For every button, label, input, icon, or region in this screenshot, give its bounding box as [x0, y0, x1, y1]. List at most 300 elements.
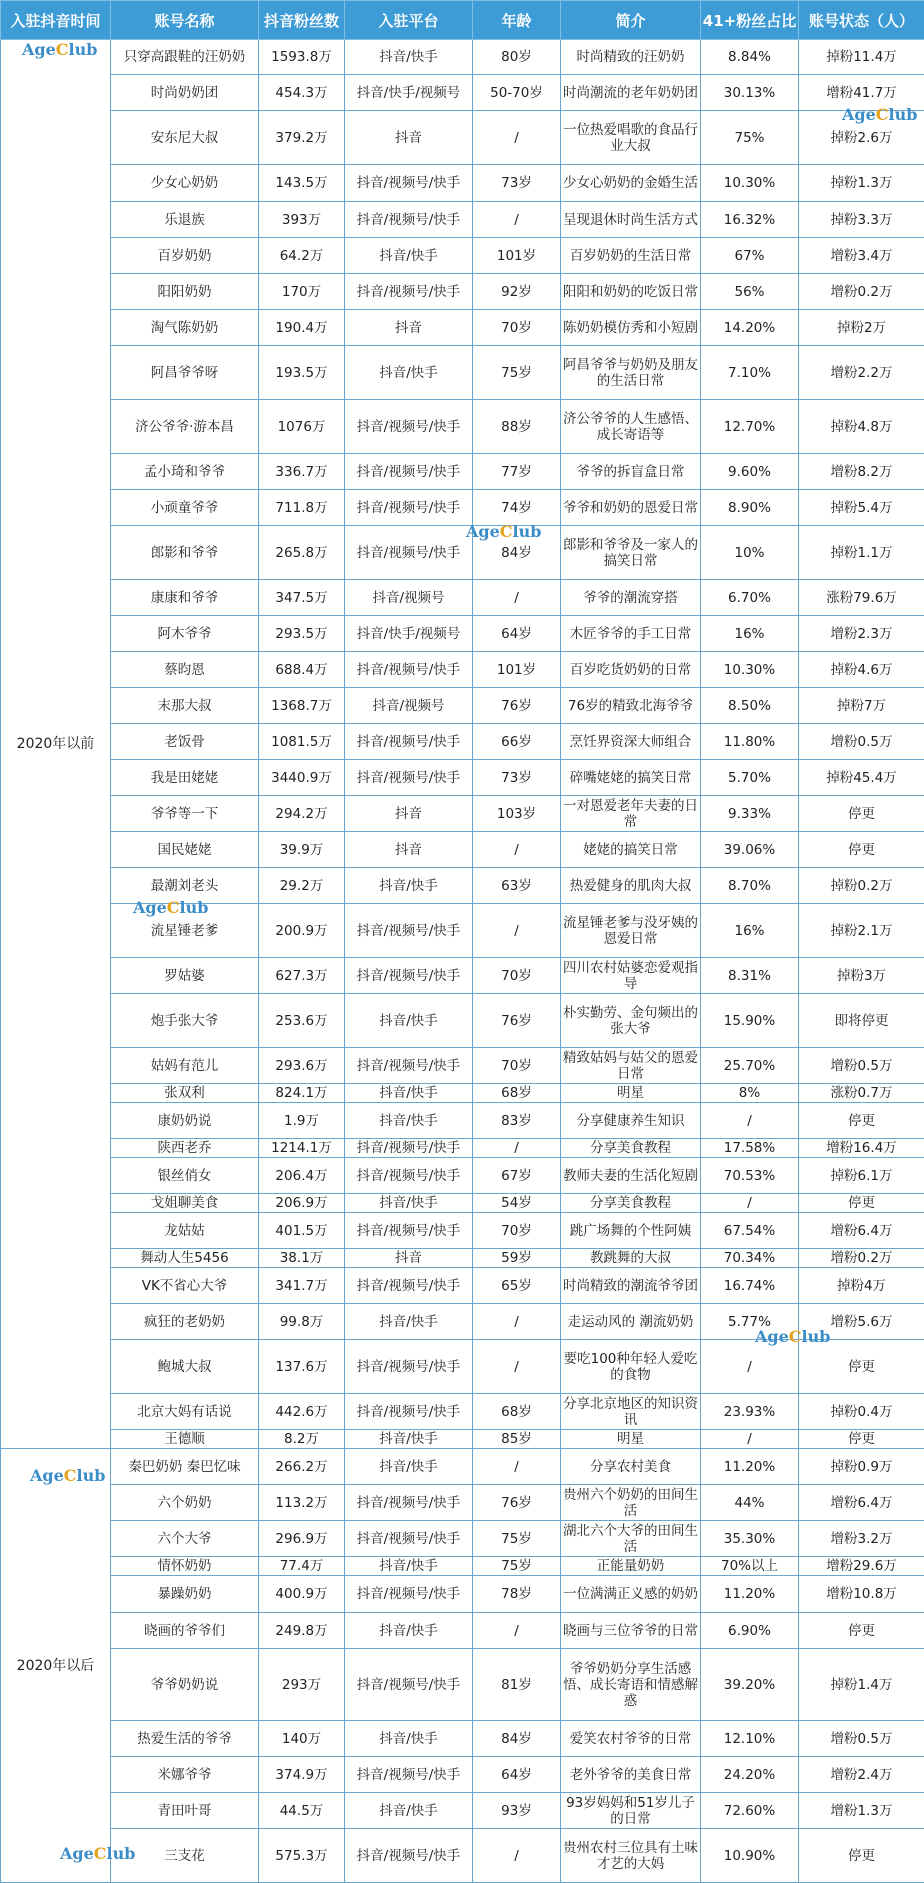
- table-header-row: [1, 1, 924, 40]
- cell-account-name: 郎影和爷爷: [111, 526, 259, 580]
- table-row: [1, 1194, 924, 1213]
- cell-41plus-share: 8.90%: [701, 490, 799, 526]
- cell-41plus-share: 10%: [701, 526, 799, 580]
- cell-intro: 爱笑农村爷爷的日常: [561, 1721, 701, 1757]
- cell-account-name: 银丝俏女: [111, 1158, 259, 1194]
- cell-followers: 170万: [259, 274, 345, 310]
- cell-followers: 711.8万: [259, 490, 345, 526]
- cell-followers: 627.3万: [259, 958, 345, 994]
- cell-followers: 1368.7万: [259, 688, 345, 724]
- cell-intro: 时尚潮流的老年奶奶团: [561, 75, 701, 111]
- cell-41plus-share: 16.32%: [701, 202, 799, 238]
- cell-41plus-share: 11.80%: [701, 724, 799, 760]
- cell-platforms: 抖音/视频号/快手: [345, 490, 473, 526]
- cell-status: 增粉2.4万: [799, 1757, 924, 1793]
- cell-41plus-share: 9.33%: [701, 796, 799, 832]
- cell-platforms: 抖音/视频号/快手: [345, 958, 473, 994]
- cell-followers: 336.7万: [259, 454, 345, 490]
- cell-followers: 1.9万: [259, 1103, 345, 1139]
- cell-age: /: [473, 202, 561, 238]
- cell-status: 掉粉7万: [799, 688, 924, 724]
- cell-followers: 454.3万: [259, 75, 345, 111]
- cell-status: 掉粉3万: [799, 958, 924, 994]
- cell-status: 增粉3.4万: [799, 238, 924, 274]
- table-row: [1, 1521, 924, 1557]
- cell-account-name: 情怀奶奶: [111, 1557, 259, 1576]
- cell-intro: 姥姥的搞笑日常: [561, 832, 701, 868]
- cell-status: 停更: [799, 832, 924, 868]
- cell-platforms: 抖音/视频号/快手: [345, 526, 473, 580]
- cell-status: 增粉41.7万: [799, 75, 924, 111]
- cell-41plus-share: 24.20%: [701, 1757, 799, 1793]
- table-row: [1, 994, 924, 1048]
- cell-status: 增粉0.5万: [799, 1048, 924, 1084]
- cell-followers: 1076万: [259, 400, 345, 454]
- cell-age: /: [473, 1613, 561, 1649]
- cell-followers: 393万: [259, 202, 345, 238]
- cell-account-name: 孟小琦和爷爷: [111, 454, 259, 490]
- cell-platforms: 抖音: [345, 796, 473, 832]
- cell-followers: 143.5万: [259, 165, 345, 202]
- cell-41plus-share: 44%: [701, 1485, 799, 1521]
- header-followers: 抖音粉丝数: [259, 1, 345, 40]
- header-intro: 简介: [561, 1, 701, 40]
- cell-account-name: 淘气陈奶奶: [111, 310, 259, 346]
- cell-status: 掉粉1.4万: [799, 1649, 924, 1721]
- cell-intro: 爷爷奶奶分享生活感悟、成长寄语和情感解惑: [561, 1649, 701, 1721]
- cell-platforms: 抖音/快手: [345, 1557, 473, 1576]
- cell-account-name: 末那大叔: [111, 688, 259, 724]
- cell-age: 67岁: [473, 1158, 561, 1194]
- cell-age: 68岁: [473, 1394, 561, 1430]
- cell-intro: 老外爷爷的美食日常: [561, 1757, 701, 1793]
- cell-status: 增粉0.5万: [799, 724, 924, 760]
- cell-age: 64岁: [473, 616, 561, 652]
- cell-platforms: 抖音/视频号/快手: [345, 1757, 473, 1793]
- table-row: [1, 400, 924, 454]
- cell-status: 停更: [799, 1613, 924, 1649]
- cell-age: /: [473, 1304, 561, 1340]
- cell-intro: 木匠爷爷的手工日常: [561, 616, 701, 652]
- cell-status: 掉粉0.2万: [799, 868, 924, 904]
- cell-platforms: 抖音/视频号/快手: [345, 1048, 473, 1084]
- cell-intro: 分享美食教程: [561, 1139, 701, 1158]
- cell-followers: 113.2万: [259, 1485, 345, 1521]
- ageclub-watermark: AgeClub: [22, 40, 97, 59]
- table-row: [1, 724, 924, 760]
- cell-intro: 碎嘴姥姥的搞笑日常: [561, 760, 701, 796]
- cell-age: 101岁: [473, 652, 561, 688]
- cell-platforms: 抖音/视频号/快手: [345, 724, 473, 760]
- cell-status: 掉粉6.1万: [799, 1158, 924, 1194]
- cell-intro: 热爱健身的肌肉大叔: [561, 868, 701, 904]
- cell-age: 54岁: [473, 1194, 561, 1213]
- cell-account-name: 少女心奶奶: [111, 165, 259, 202]
- cell-account-name: 晓画的爷爷们: [111, 1613, 259, 1649]
- cell-41plus-share: /: [701, 1430, 799, 1449]
- cell-age: 68岁: [473, 1084, 561, 1103]
- header-join-time: 入驻抖音时间: [1, 1, 111, 40]
- cell-age: 63岁: [473, 868, 561, 904]
- table-row: [1, 238, 924, 274]
- table-row: [1, 111, 924, 165]
- cell-41plus-share: 70.34%: [701, 1249, 799, 1268]
- cell-41plus-share: 25.70%: [701, 1048, 799, 1084]
- cell-status: 增粉0.2万: [799, 1249, 924, 1268]
- cell-intro: 四川农村姑婆恋爱观指导: [561, 958, 701, 994]
- cell-intro: 百岁吃货奶奶的日常: [561, 652, 701, 688]
- cell-age: 64岁: [473, 1757, 561, 1793]
- cell-age: 76岁: [473, 994, 561, 1048]
- table-row: [1, 1048, 924, 1084]
- cell-intro: 济公爷爷的人生感悟、成长寄语等: [561, 400, 701, 454]
- table-row: [1, 580, 924, 616]
- cell-status: 掉粉2.6万: [799, 111, 924, 165]
- header-account-status: 账号状态（人）: [799, 1, 924, 40]
- cell-intro: 正能量奶奶: [561, 1557, 701, 1576]
- cell-intro: 晓画与三位爷爷的日常: [561, 1613, 701, 1649]
- cell-41plus-share: 56%: [701, 274, 799, 310]
- cell-age: /: [473, 1449, 561, 1485]
- cell-account-name: 阳阳奶奶: [111, 274, 259, 310]
- cell-followers: 77.4万: [259, 1557, 345, 1576]
- cell-account-name: 流星锤老爹: [111, 904, 259, 958]
- cell-status: 掉粉2万: [799, 310, 924, 346]
- cell-followers: 206.4万: [259, 1158, 345, 1194]
- cell-platforms: 抖音/视频号/快手: [345, 1521, 473, 1557]
- cell-platforms: 抖音: [345, 832, 473, 868]
- cell-age: 84岁: [473, 526, 561, 580]
- ageclub-watermark: AgeClub: [133, 898, 208, 917]
- cell-followers: 688.4万: [259, 652, 345, 688]
- header-41plus-share: 41+粉丝占比: [701, 1, 799, 40]
- cell-41plus-share: 8%: [701, 1084, 799, 1103]
- cell-41plus-share: 12.70%: [701, 400, 799, 454]
- cell-followers: 29.2万: [259, 868, 345, 904]
- cell-followers: 200.9万: [259, 904, 345, 958]
- cell-status: 停更: [799, 1194, 924, 1213]
- cell-platforms: 抖音/快手: [345, 40, 473, 75]
- cell-account-name: 张双利: [111, 1084, 259, 1103]
- cell-platforms: 抖音/视频号/快手: [345, 454, 473, 490]
- table-row: [1, 526, 924, 580]
- table-row: [1, 1084, 924, 1103]
- cell-status: 增粉6.4万: [799, 1213, 924, 1249]
- cell-account-name: 龙姑姑: [111, 1213, 259, 1249]
- cell-age: 66岁: [473, 724, 561, 760]
- cell-followers: 38.1万: [259, 1249, 345, 1268]
- table-row: [1, 1430, 924, 1449]
- cell-platforms: 抖音/快手: [345, 1613, 473, 1649]
- table-row: [1, 490, 924, 526]
- cell-account-name: 疯狂的老奶奶: [111, 1304, 259, 1340]
- cell-account-name: 北京大妈有话说: [111, 1394, 259, 1430]
- cell-account-name: 时尚奶奶团: [111, 75, 259, 111]
- table-row: [1, 616, 924, 652]
- cell-account-name: 陕西老乔: [111, 1139, 259, 1158]
- cell-account-name: 王德顺: [111, 1430, 259, 1449]
- cell-intro: 93岁妈妈和51岁儿子的日常: [561, 1793, 701, 1829]
- cell-account-name: 安东尼大叔: [111, 111, 259, 165]
- cell-account-name: 乐退族: [111, 202, 259, 238]
- table-row: [1, 310, 924, 346]
- cell-age: 70岁: [473, 1048, 561, 1084]
- table-row: [1, 454, 924, 490]
- cell-intro: 分享北京地区的知识资讯: [561, 1394, 701, 1430]
- ageclub-watermark: AgeClub: [466, 522, 541, 541]
- cell-status: 涨粉0.7万: [799, 1084, 924, 1103]
- cell-41plus-share: 16%: [701, 616, 799, 652]
- table-row: [1, 346, 924, 400]
- cell-account-name: 国民姥姥: [111, 832, 259, 868]
- cell-platforms: 抖音/快手: [345, 1793, 473, 1829]
- table-row: [1, 1139, 924, 1158]
- cell-age: 93岁: [473, 1793, 561, 1829]
- cell-intro: 76岁的精致北海爷爷: [561, 688, 701, 724]
- cell-account-name: 百岁奶奶: [111, 238, 259, 274]
- cell-followers: 3440.9万: [259, 760, 345, 796]
- header-account-name: 账号名称: [111, 1, 259, 40]
- table-row: [1, 75, 924, 111]
- cell-41plus-share: 9.60%: [701, 454, 799, 490]
- cell-followers: 39.9万: [259, 832, 345, 868]
- cell-followers: 374.9万: [259, 1757, 345, 1793]
- cell-platforms: 抖音/视频号/快手: [345, 400, 473, 454]
- cell-account-name: 老饭骨: [111, 724, 259, 760]
- cell-status: 掉粉3.3万: [799, 202, 924, 238]
- cell-41plus-share: 67.54%: [701, 1213, 799, 1249]
- table-row: [1, 1557, 924, 1576]
- cell-account-name: 阿木爷爷: [111, 616, 259, 652]
- cell-followers: 824.1万: [259, 1084, 345, 1103]
- cell-platforms: 抖音: [345, 111, 473, 165]
- cell-platforms: 抖音/快手: [345, 1430, 473, 1449]
- cell-platforms: 抖音/视频号/快手: [345, 1213, 473, 1249]
- cell-platforms: 抖音/快手: [345, 994, 473, 1048]
- cell-41plus-share: 14.20%: [701, 310, 799, 346]
- cell-followers: 442.6万: [259, 1394, 345, 1430]
- cell-intro: 朴实勤劳、金句频出的张大爷: [561, 994, 701, 1048]
- cell-followers: 206.9万: [259, 1194, 345, 1213]
- table-row: [1, 1249, 924, 1268]
- cell-41plus-share: 15.90%: [701, 994, 799, 1048]
- cell-status: 停更: [799, 1103, 924, 1139]
- cell-status: 增粉0.5万: [799, 1721, 924, 1757]
- header-age: 年龄: [473, 1, 561, 40]
- table-row: [1, 958, 924, 994]
- table-row: [1, 1449, 924, 1485]
- cell-status: 增粉29.6万: [799, 1557, 924, 1576]
- cell-age: 59岁: [473, 1249, 561, 1268]
- cell-followers: 137.6万: [259, 1340, 345, 1394]
- cell-account-name: 康康和爷爷: [111, 580, 259, 616]
- cell-followers: 293.5万: [259, 616, 345, 652]
- table-row: [1, 1158, 924, 1194]
- cell-followers: 341.7万: [259, 1268, 345, 1304]
- cell-followers: 8.2万: [259, 1430, 345, 1449]
- cell-41plus-share: 8.84%: [701, 40, 799, 75]
- table-row: [1, 1103, 924, 1139]
- cell-intro: 郎影和爷爷及一家人的搞笑日常: [561, 526, 701, 580]
- cell-41plus-share: 10.30%: [701, 652, 799, 688]
- cell-41plus-share: /: [701, 1194, 799, 1213]
- cell-account-name: 青田叶哥: [111, 1793, 259, 1829]
- cell-status: 掉粉1.3万: [799, 165, 924, 202]
- cell-41plus-share: 10.90%: [701, 1829, 799, 1883]
- cell-platforms: 抖音/视频号: [345, 688, 473, 724]
- cell-platforms: 抖音/视频号/快手: [345, 904, 473, 958]
- cell-status: 增粉16.4万: [799, 1139, 924, 1158]
- cell-41plus-share: 11.20%: [701, 1576, 799, 1613]
- cell-followers: 253.6万: [259, 994, 345, 1048]
- group-before-2020: 2020年以前: [1, 40, 111, 1449]
- cell-age: 75岁: [473, 346, 561, 400]
- cell-platforms: 抖音: [345, 1249, 473, 1268]
- table-row: [1, 796, 924, 832]
- cell-41plus-share: 75%: [701, 111, 799, 165]
- cell-age: 83岁: [473, 1103, 561, 1139]
- cell-followers: 347.5万: [259, 580, 345, 616]
- table-row: [1, 274, 924, 310]
- cell-age: 70岁: [473, 310, 561, 346]
- cell-age: 78岁: [473, 1576, 561, 1613]
- cell-account-name: 炮手张大爷: [111, 994, 259, 1048]
- cell-intro: 时尚精致的潮流爷爷团: [561, 1268, 701, 1304]
- cell-41plus-share: 39.20%: [701, 1649, 799, 1721]
- cell-intro: 爷爷和奶奶的恩爱日常: [561, 490, 701, 526]
- cell-followers: 401.5万: [259, 1213, 345, 1249]
- ageclub-watermark: AgeClub: [842, 105, 917, 124]
- cell-age: 103岁: [473, 796, 561, 832]
- cell-41plus-share: 16.74%: [701, 1268, 799, 1304]
- cell-status: 增粉10.8万: [799, 1576, 924, 1613]
- cell-status: 掉粉5.4万: [799, 490, 924, 526]
- cell-intro: 贵州农村三位具有土味才艺的大妈: [561, 1829, 701, 1883]
- cell-status: 增粉0.2万: [799, 274, 924, 310]
- cell-age: /: [473, 832, 561, 868]
- cell-41plus-share: 11.20%: [701, 1449, 799, 1485]
- cell-41plus-share: 10.30%: [701, 165, 799, 202]
- cell-platforms: 抖音/视频号/快手: [345, 760, 473, 796]
- cell-status: 涨粉79.6万: [799, 580, 924, 616]
- cell-intro: 爷爷的潮流穿搭: [561, 580, 701, 616]
- cell-followers: 266.2万: [259, 1449, 345, 1485]
- cell-followers: 64.2万: [259, 238, 345, 274]
- cell-age: 75岁: [473, 1557, 561, 1576]
- cell-intro: 分享健康养生知识: [561, 1103, 701, 1139]
- cell-status: 停更: [799, 796, 924, 832]
- cell-status: 停更: [799, 1430, 924, 1449]
- cell-account-name: VK不省心大爷: [111, 1268, 259, 1304]
- cell-age: 92岁: [473, 274, 561, 310]
- table-row: [1, 1613, 924, 1649]
- cell-41plus-share: 8.70%: [701, 868, 799, 904]
- cell-status: 掉粉2.1万: [799, 904, 924, 958]
- table-row: [1, 202, 924, 238]
- cell-intro: 百岁奶奶的生活日常: [561, 238, 701, 274]
- cell-intro: 阿昌爷爷与奶奶及朋友的生活日常: [561, 346, 701, 400]
- cell-intro: 一对恩爱老年夫妻的日常: [561, 796, 701, 832]
- cell-platforms: 抖音/快手: [345, 1304, 473, 1340]
- ageclub-watermark: AgeClub: [755, 1327, 830, 1346]
- cell-platforms: 抖音/视频号/快手: [345, 1340, 473, 1394]
- cell-platforms: 抖音/视频号/快手: [345, 1649, 473, 1721]
- cell-41plus-share: 5.77%: [701, 1304, 799, 1340]
- cell-intro: 时尚精致的汪奶奶: [561, 40, 701, 75]
- table-row: [1, 1829, 924, 1883]
- cell-platforms: 抖音/视频号/快手: [345, 1139, 473, 1158]
- cell-followers: 44.5万: [259, 1793, 345, 1829]
- cell-intro: 烹饪界资深大师组合: [561, 724, 701, 760]
- cell-age: 50-70岁: [473, 75, 561, 111]
- cell-platforms: 抖音/视频号/快手: [345, 202, 473, 238]
- cell-status: 增粉1.3万: [799, 1793, 924, 1829]
- cell-status: 掉粉4万: [799, 1268, 924, 1304]
- cell-followers: 379.2万: [259, 111, 345, 165]
- cell-intro: 明星: [561, 1430, 701, 1449]
- cell-age: 74岁: [473, 490, 561, 526]
- cell-platforms: 抖音: [345, 310, 473, 346]
- cell-followers: 249.8万: [259, 1613, 345, 1649]
- cell-41plus-share: /: [701, 1340, 799, 1394]
- cell-account-name: 只穿高跟鞋的汪奶奶: [111, 40, 259, 75]
- cell-intro: 少女心奶奶的金婚生活: [561, 165, 701, 202]
- cell-account-name: 戈姐聊美食: [111, 1194, 259, 1213]
- cell-intro: 流星锤老爹与没牙姨的恩爱日常: [561, 904, 701, 958]
- cell-age: /: [473, 1139, 561, 1158]
- cell-intro: 湖北六个大爷的田间生活: [561, 1521, 701, 1557]
- cell-41plus-share: /: [701, 1103, 799, 1139]
- cell-status: 掉粉4.8万: [799, 400, 924, 454]
- cell-platforms: 抖音/快手: [345, 238, 473, 274]
- cell-age: /: [473, 904, 561, 958]
- ageclub-watermark: AgeClub: [30, 1466, 105, 1485]
- ageclub-watermark: AgeClub: [60, 1844, 135, 1863]
- table-row: [1, 1757, 924, 1793]
- cell-41plus-share: 35.30%: [701, 1521, 799, 1557]
- cell-intro: 阳阳和奶奶的吃饭日常: [561, 274, 701, 310]
- header-platforms: 入驻平台: [345, 1, 473, 40]
- cell-age: 85岁: [473, 1430, 561, 1449]
- cell-account-name: 三支花: [111, 1829, 259, 1883]
- cell-platforms: 抖音/快手: [345, 1103, 473, 1139]
- cell-41plus-share: 72.60%: [701, 1793, 799, 1829]
- cell-followers: 190.4万: [259, 310, 345, 346]
- cell-41plus-share: 6.70%: [701, 580, 799, 616]
- cell-intro: 爷爷的拆盲盒日常: [561, 454, 701, 490]
- cell-intro: 分享美食教程: [561, 1194, 701, 1213]
- cell-status: 增粉5.6万: [799, 1304, 924, 1340]
- cell-followers: 575.3万: [259, 1829, 345, 1883]
- table-row: [1, 165, 924, 202]
- cell-intro: 贵州六个奶奶的田间生活: [561, 1485, 701, 1521]
- cell-status: 掉粉1.1万: [799, 526, 924, 580]
- cell-status: 掉粉45.4万: [799, 760, 924, 796]
- cell-platforms: 抖音/视频号/快手: [345, 1268, 473, 1304]
- cell-age: 73岁: [473, 760, 561, 796]
- cell-followers: 1593.8万: [259, 40, 345, 75]
- cell-intro: 分享农村美食: [561, 1449, 701, 1485]
- cell-account-name: 最潮刘老头: [111, 868, 259, 904]
- cell-age: 101岁: [473, 238, 561, 274]
- cell-intro: 明星: [561, 1084, 701, 1103]
- cell-41plus-share: 39.06%: [701, 832, 799, 868]
- cell-followers: 296.9万: [259, 1521, 345, 1557]
- cell-account-name: 阿昌爷爷呀: [111, 346, 259, 400]
- cell-account-name: 蔡昀恩: [111, 652, 259, 688]
- table-row: [1, 1268, 924, 1304]
- table-row: [1, 1485, 924, 1521]
